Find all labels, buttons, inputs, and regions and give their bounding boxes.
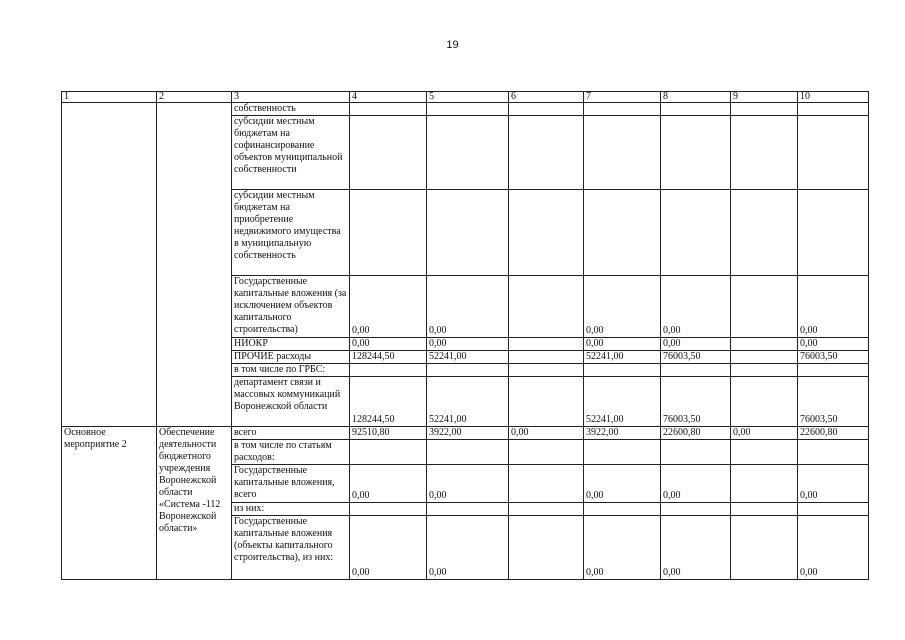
value-cell xyxy=(584,440,661,465)
header-col-10: 10 xyxy=(798,92,869,103)
row-label: ПРОЧИЕ расходы xyxy=(232,351,350,364)
value-cell xyxy=(731,276,798,338)
value-cell xyxy=(731,364,798,377)
header-row xyxy=(62,92,869,103)
table-row xyxy=(62,103,869,116)
value-cell xyxy=(509,440,584,465)
value-cell: 0,00 xyxy=(661,276,731,338)
value-cell: 0,00 xyxy=(798,516,869,580)
row-label: Государственные капитальные вложения, всего xyxy=(232,465,350,503)
header-col-9: 9 xyxy=(731,92,798,103)
header-col-3: 3 xyxy=(232,92,350,103)
value-cell xyxy=(350,116,427,190)
value-cell xyxy=(350,190,427,276)
header-col-2: 2 xyxy=(157,92,232,103)
row-label: из них: xyxy=(232,503,350,516)
row-label: департамент связи и массовых коммуникаций Воронежской области xyxy=(232,377,350,427)
value-cell xyxy=(509,377,584,427)
value-cell xyxy=(509,516,584,580)
value-cell: 0,00 xyxy=(350,338,427,351)
value-cell xyxy=(798,364,869,377)
value-cell xyxy=(427,103,509,116)
value-cell: 0,00 xyxy=(584,516,661,580)
value-cell xyxy=(509,338,584,351)
value-cell xyxy=(509,190,584,276)
value-cell: 22600,80 xyxy=(661,427,731,440)
value-cell: 22600,80 xyxy=(798,427,869,440)
value-cell: 0,00 xyxy=(661,338,731,351)
budget-table xyxy=(61,91,869,580)
value-cell: 76003,50 xyxy=(661,377,731,427)
value-cell: 92510,80 xyxy=(350,427,427,440)
value-cell xyxy=(731,338,798,351)
empty-cell-col1 xyxy=(62,103,157,427)
value-cell: 0,00 xyxy=(509,427,584,440)
value-cell xyxy=(661,190,731,276)
header-col-4: 4 xyxy=(350,92,427,103)
value-cell xyxy=(798,116,869,190)
value-cell xyxy=(509,465,584,503)
header-col-7: 7 xyxy=(584,92,661,103)
value-cell xyxy=(661,364,731,377)
value-cell xyxy=(731,465,798,503)
value-cell xyxy=(798,103,869,116)
value-cell xyxy=(731,516,798,580)
value-cell: 3922,00 xyxy=(427,427,509,440)
value-cell xyxy=(427,440,509,465)
value-cell: 0,00 xyxy=(731,427,798,440)
value-cell: 0,00 xyxy=(427,516,509,580)
value-cell: 0,00 xyxy=(798,465,869,503)
value-cell xyxy=(427,503,509,516)
value-cell xyxy=(731,190,798,276)
value-cell xyxy=(731,440,798,465)
page-number: 19 xyxy=(446,39,459,51)
row-label: Государственные капитальные вложения (за исключением объектов капитального строительства) xyxy=(232,276,350,338)
value-cell xyxy=(731,377,798,427)
value-cell: 0,00 xyxy=(350,276,427,338)
value-cell: 52241,00 xyxy=(427,351,509,364)
value-cell xyxy=(661,503,731,516)
value-cell: 0,00 xyxy=(427,465,509,503)
value-cell: 52241,00 xyxy=(584,377,661,427)
value-cell: 0,00 xyxy=(584,338,661,351)
value-cell xyxy=(584,190,661,276)
value-cell xyxy=(509,503,584,516)
value-cell xyxy=(509,276,584,338)
value-cell xyxy=(798,190,869,276)
event-description: Обеспечение деятельности бюджетного учреждения Воронежской области «Система -112 Воронежской области» xyxy=(157,427,232,580)
value-cell xyxy=(509,116,584,190)
value-cell xyxy=(350,440,427,465)
row-label: субсидии местным бюджетам на софинансирование объектов муниципальной собственности xyxy=(232,116,350,190)
value-cell xyxy=(584,116,661,190)
row-label: собственность xyxy=(232,103,350,116)
value-cell: 128244,50 xyxy=(350,377,427,427)
value-cell: 0,00 xyxy=(584,276,661,338)
value-cell xyxy=(731,116,798,190)
row-label: Государственные капитальные вложения (объекты капитального строительства), из них: xyxy=(232,516,350,580)
value-cell: 76003,50 xyxy=(661,351,731,364)
value-cell xyxy=(661,103,731,116)
value-cell xyxy=(427,116,509,190)
value-cell xyxy=(731,503,798,516)
value-cell: 0,00 xyxy=(798,276,869,338)
header-col-8: 8 xyxy=(661,92,731,103)
value-cell: 52241,00 xyxy=(584,351,661,364)
value-cell xyxy=(350,364,427,377)
value-cell: 76003,50 xyxy=(798,377,869,427)
value-cell: 0,00 xyxy=(350,516,427,580)
table-row xyxy=(62,427,869,440)
value-cell xyxy=(427,364,509,377)
value-cell xyxy=(350,103,427,116)
value-cell: 0,00 xyxy=(427,276,509,338)
value-cell xyxy=(584,103,661,116)
header-col-1: 1 xyxy=(62,92,157,103)
value-cell: 0,00 xyxy=(798,338,869,351)
value-cell: 0,00 xyxy=(350,465,427,503)
value-cell: 0,00 xyxy=(661,465,731,503)
value-cell xyxy=(798,440,869,465)
row-label: НИОКР xyxy=(232,338,350,351)
row-label: в том числе по ГРБС: xyxy=(232,364,350,377)
event-name: Основное мероприятие 2 xyxy=(62,427,157,580)
value-cell: 52241,00 xyxy=(427,377,509,427)
value-cell xyxy=(509,364,584,377)
value-cell xyxy=(584,364,661,377)
value-cell: 0,00 xyxy=(427,338,509,351)
value-cell xyxy=(661,116,731,190)
value-cell xyxy=(584,503,661,516)
value-cell xyxy=(509,103,584,116)
value-cell xyxy=(350,503,427,516)
value-cell: 0,00 xyxy=(661,516,731,580)
row-label: всего xyxy=(232,427,350,440)
value-cell: 0,00 xyxy=(584,465,661,503)
value-cell xyxy=(661,440,731,465)
value-cell: 128244,50 xyxy=(350,351,427,364)
header-col-5: 5 xyxy=(427,92,509,103)
value-cell xyxy=(427,190,509,276)
value-cell xyxy=(731,103,798,116)
value-cell xyxy=(509,351,584,364)
value-cell xyxy=(731,351,798,364)
row-label: в том числе по статьям расходов: xyxy=(232,440,350,465)
value-cell: 76003,50 xyxy=(798,351,869,364)
header-col-6: 6 xyxy=(509,92,584,103)
value-cell: 3922,00 xyxy=(584,427,661,440)
value-cell xyxy=(798,503,869,516)
empty-cell-col2 xyxy=(157,103,232,427)
row-label: субсидии местным бюджетам на приобретение недвижимого имущества в муниципальную собственность xyxy=(232,190,350,276)
